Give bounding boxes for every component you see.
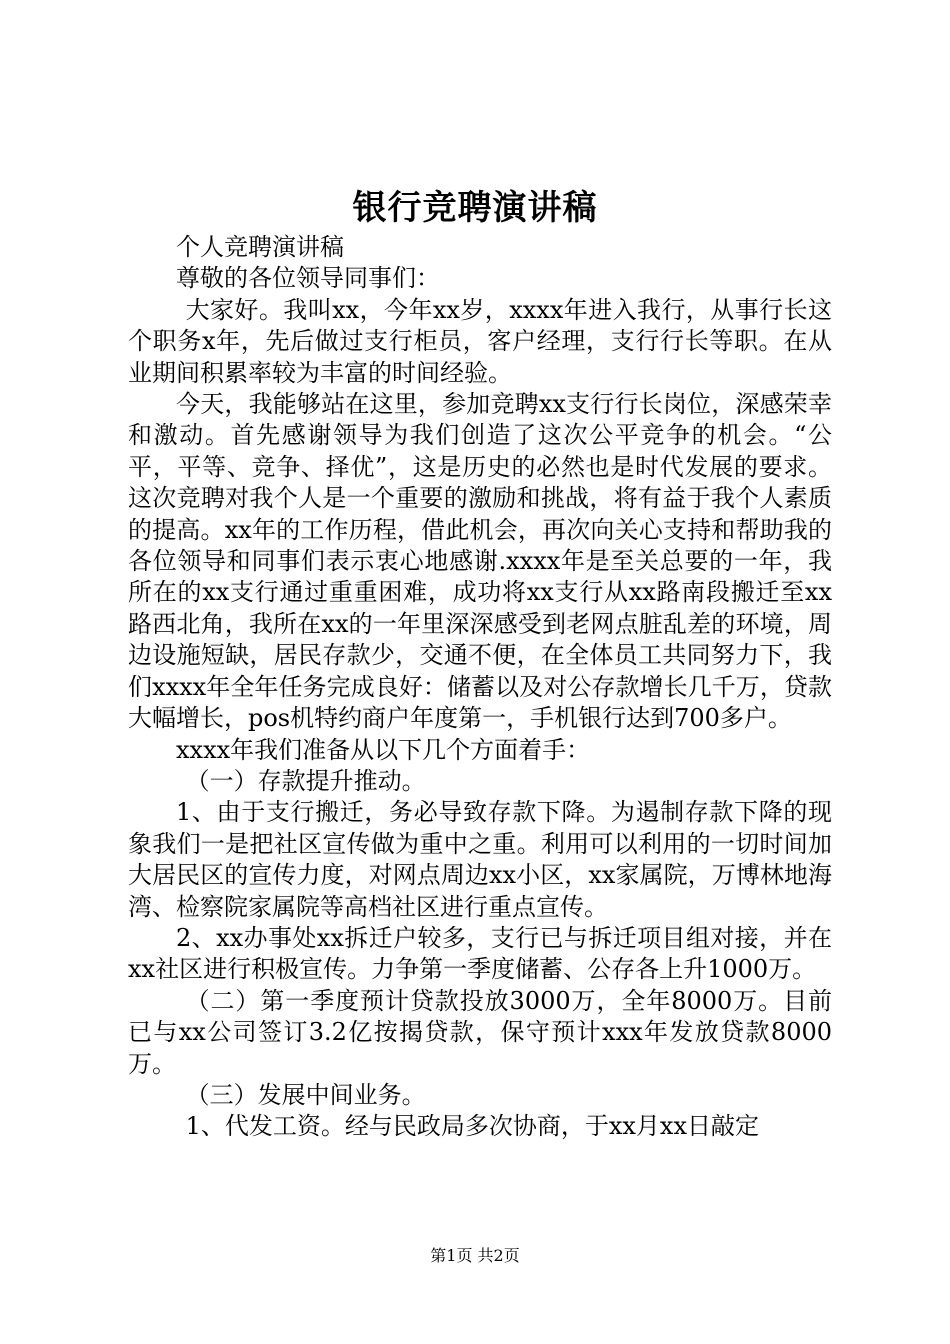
paragraph-payroll: 1、代发工资。经与民政局多次协商，于xx月xx日敲定 (185, 1112, 760, 1141)
document-title: 银行竞聘演讲稿 (352, 188, 598, 228)
paragraph-loans: （二）第一季度预计贷款投放3000万，全年8000万。目前已与xx公司签订3.2亿按揭贷款，保守预计xxx年发放贷款8000万。 (128, 986, 832, 1078)
paragraph-deposits-2: 2、xx办事处xx拆迁户较多，支行已与拆迁项目组对接，并在xx社区进行积极宣传。力争第一季度储蓄、公存各上升1000万。 (128, 923, 832, 984)
paragraph-introduction: 今天，我能够站在这里，参加竞聘xx支行行长岗位，深感荣幸和激动。首先感谢领导为我们创造了这次公平竞争的机会。“公平，平等、竞争、择优”，这是历史的必然也是时代发展的要求。这次竞聘对我个人是一个重要的激励和挑战，将有益于我个人素质的提高。xx年的工作历程，借此机会，再次向关心支持和帮助我的各位领导和同事们表示衷心地感谢.xxxx年是至关总要的一年，我所在的xx支行通过重重困难，成功将xx支行从xx路南段搬迁至xx路西北角，我所在xx的一年里深深感受到老网点脏乱差的环境，周边设施短缺，居民存款少，交通不便，在全体员工共同努力下，我们xxxx年全年任务完成良好：储蓄以及对公存款增长几千万，贷款大幅增长，pos机特约商户年度第一，手机银行达到700多户。 (128, 390, 832, 733)
document-body (128, 232, 832, 1143)
paragraph-heading: 个人竞聘演讲稿 (176, 233, 344, 261)
paragraph-deposits-1: 1、由于支行搬迁，务必导致存款下降。为遏制存款下降的现象我们一是把社区宣传做为重中之重。利用可以利用的一切时间加大居民区的宣传力度，对网点周边xx小区，xx家属院，万博林地海湾、检察院家属院等高档社区进行重点宣传。 (128, 798, 832, 921)
section-heading-deposits: （一）存款提升推动。 (185, 766, 426, 795)
paragraph-salutation: 尊敬的各位领导同事们： (176, 264, 440, 293)
paragraph-greeting: 大家好。我叫xx，今年xx岁，xxxx年进入我行，从事行长这个职务x年，先后做过支行柜员，客户经理，支行行长等职。在从业期间积累率较为丰富的时间经验。 (128, 295, 832, 387)
section-heading-intermediate-business: （三）发展中间业务。 (185, 1080, 426, 1109)
paragraph-plan-intro: xxxx年我们准备从以下几个方面着手： (176, 735, 591, 764)
page-number-footer: 第1页 共2页 (430, 1246, 520, 1265)
